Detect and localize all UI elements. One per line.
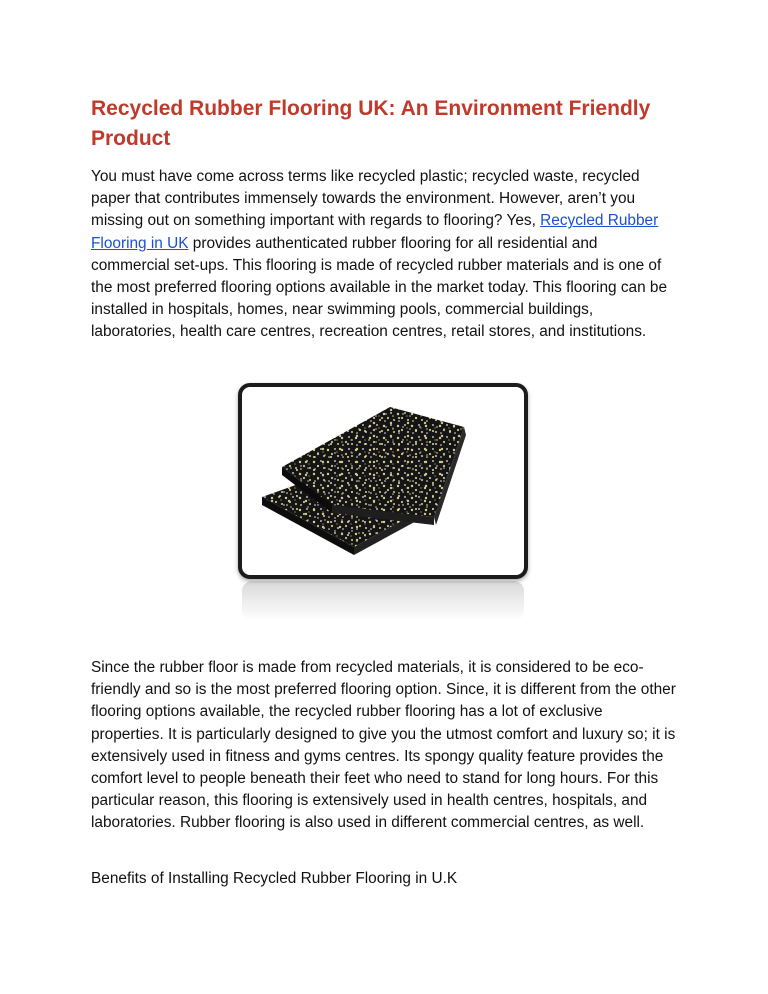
recycled-rubber-flooring-link[interactable]: Recycled Rubber Flooring in UK (91, 212, 659, 252)
intro-text-before-link: You must have come across terms like recycled plastic; recycled waste, recycled paper that contributes immensely towards the environment. However, aren’t you missing out on something important with regards to flooring? Yes, (91, 168, 640, 230)
article-intro (91, 94, 679, 344)
benefits-heading: Benefits of Installing Recycled Rubber Flooring in U.K (91, 870, 458, 887)
rubber-tiles-image (242, 387, 524, 575)
image-frame (238, 383, 528, 579)
image-reflection (242, 581, 524, 621)
intro-text-after-link: provides authenticated rubber flooring for all residential and commercial set-ups. This flooring is made of recycled rubber materials and is one of the most preferred flooring options available in the market today. This flooring can be installed in hospitals, homes, near swimming pools, commercial buildings, laboratories, health care centres, recreation centres, retail stores, and institutions. (91, 234, 668, 341)
rubber-tiles-figure (238, 383, 528, 579)
article-title: Recycled Rubber Flooring UK: An Environment Friendly Product (91, 97, 651, 150)
second-paragraph: Since the rubber floor is made from recycled materials, it is considered to be eco-friendly and so is the most preferred flooring option. Since, it is different from the other flooring options available, the recycled rubber flooring has a lot of exclusive properties. It is particularly designed to give you the utmost comfort and luxury so; it is extensively used in fitness and gyms centres. Its spongy quality feature provides the comfort level to people beneath their feet who need to stand for long hours. For this particular reason, this flooring is extensively used in health centres, hospitals, and laboratories. Rubber flooring is also used in different commercial centres, as well. (91, 659, 676, 832)
intro-paragraph (91, 166, 679, 344)
